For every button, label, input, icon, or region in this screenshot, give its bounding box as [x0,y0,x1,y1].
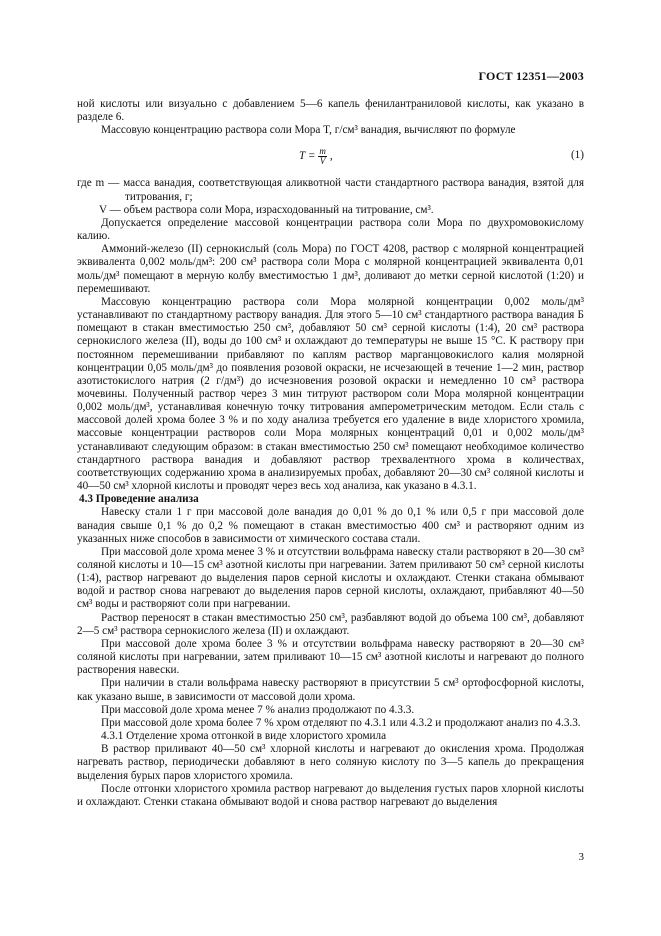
subsection-heading: 4.3.1 Отделение хрома отгонкой в виде хлористого хромила [101,730,387,743]
formula-fraction [318,147,327,166]
paragraph: После отгонки хлористого хромила раствор нагревают до выделения густых паров хлорной кислоты и охлаждают. Стенки стакана обмывают водой и снова раствор нагревают до выделения [77,782,584,808]
paragraph: Раствор переносят в стакан вместимостью 250 см³, разбавляют водой до объема 100 см³, добавляют 2—5 см³ раствора сернокислого железа (II) и охлаждают. [77,611,584,637]
formula-number: (1) [570,149,584,162]
paragraph: Допускается определение массовой концентрации раствора соли Мора по двухромовокислому калию. [77,216,584,243]
paragraph: При массовой доле хрома более 3 % и отсутствии вольфрама навеску растворяют в 20—30 см³ соляной кислоты при нагревании, затем приливают 10—15 см³ азотной кислоты и нагревают до полного растворения навески. [77,637,584,677]
paragraph: Массовую концентрацию раствора соли Мора T, г/см³ ванадия, вычисляют по формуле [101,124,516,137]
paragraph: При наличии в стали вольфрама навеску растворяют в присутствии 5 см³ ортофосфорной кислоты, как указано выше, в зависимости от массовой доли хрома. [77,677,584,703]
document-body [77,98,584,809]
paragraph: При массовой доле хрома менее 7 % анализ продолжают по 4.3.3. [101,703,415,716]
page-number: 3 [578,851,584,863]
formula-legend-m: где m — масса ванадия, соответствующая аликвотной части стандартного раствора ванадия, взятой для титрования, г; [77,177,584,203]
formula-denominator: V [319,156,326,167]
section-heading: 4.3 Проведение анализа [79,493,199,506]
formula-numerator: m [319,146,326,157]
paragraph: При массовой доле хрома более 7 % хром отделяют по 4.3.1 или 4.3.2 и продолжают анализ по 4.3.3. [101,716,581,729]
formula-tail: , [329,150,333,163]
paragraph: ной кислоты или визуально с добавлением 5—6 капель фенилантраниловой кислоты, как указано в разделе 6. [77,98,584,124]
paragraph: Аммоний-железо (II) сернокислый (соль Мора) по ГОСТ 4208, раствор с молярной концентрацией эквивалента 0,002 моль/дм³: 200 см³ раствора соли Мора с молярной концентрацией эквивалента 0,01 моль/дм³ помещают в мерную колбу вместимостью 1 дм³, доливают до метки серной кислотой (1:20) и перемешивают. [77,243,584,295]
formula-lhs: T = [299,150,316,163]
paragraph: Массовую концентрацию раствора соли Мора молярной концентрации 0,002 моль/дм³ устанавливают по стандартному раствору ванадия. Для этого 5—10 см³ стандартного раствора ванадия Б помещают в стакан вместимостью 250 см³, добавляют 50 см³ серной кислоты (1:4), 20 см³ раствора сернокислого железа (II), воды до 100 см³ и охлаждают до температуры не выше 15 °С. К раствору при постоянном перемешивании прибавляют по каплям раствор марганцовокислого калия молярной концентрации 0,05 моль/дм³ до появления розовой окраски, не исчезающей в течение 1—2 мин, раствор азотистокислого натрия (2 г/дм³) до исчезновения розовой окраски и немедленно 10 см³ раствора мочевины. Полученный раствор через 3 мин титруют раствором соли Мора молярной концентрации 0,002 моль/дм³, устанавливая конечную точку титрования амперометрическим методом. Если сталь с массовой долей хрома более 3 % и по ходу анализа требуется его удаление в виде хлористого хромила, массовые концентрации растворов соли Мора молярных концентраций 0,01 и 0,002 моль/дм³ устанавливают следующим образом: в стакан вместимостью 250 см³ помещают необходимое количество стандартного раствора ванадия и добавляют раствор трехвалентного хрома в количествах, соответствующих содержанию хрома в анализируемых пробах, добавляют 20—30 см³ соляной кислоты и 40—50 см³ хлорной кислоты и проводят через весь ход анализа, как указано в 4.3.1. [77,295,584,493]
paragraph: При массовой доле хрома менее 3 % и отсутствии вольфрама навеску стали растворяют в 20—30 см³ соляной кислоты и 10—15 см³ азотной кислоты при нагревании. Затем приливают 50 см³ серной кислоты (1:4), раствор нагревают до выделения паров серной кислоты и охлаждают. Стенки стакана обмывают водой и раствор снова нагревают до выделения паров серной кислоты, охлаждают, прибавляют 40—50 см³ воды и растворяют соли при нагревании. [77,545,584,611]
paragraph: В раствор приливают 40—50 см³ хлорной кислоты и нагревают до окисления хрома. Продолжая нагревать раствор, периодически добавляют в него соляную кислоту по 3—5 капель до прекращения выделения бурых паров хлористого хромила. [77,743,584,782]
formula [77,141,584,171]
standard-header: ГОСТ 12351—2003 [478,69,584,83]
formula-legend-v: V — объем раствора соли Мора, израсходованный на титрование, см³. [99,203,434,216]
paragraph: Навеску стали 1 г при массовой доле ванадия до 0,01 % до 0,1 % или 0,5 г при массовой доле ванадия свыше 0,1 % до 0,2 % помещают в стакан вместимостью 400 см³ и растворяют одним из указанных ниже способов в зависимости от химического состава стали. [77,506,584,545]
